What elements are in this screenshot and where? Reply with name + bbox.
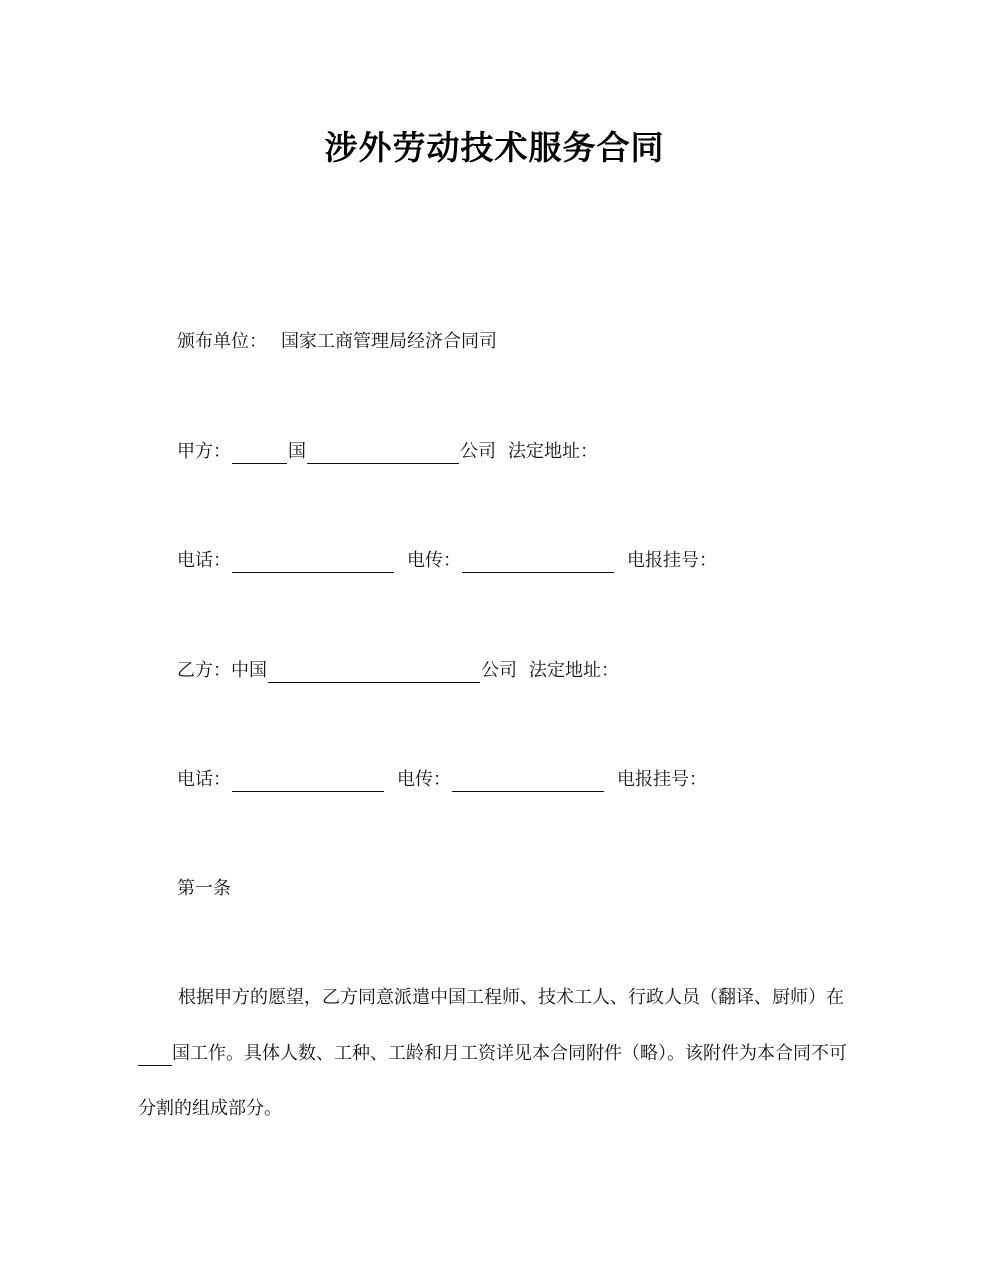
- issuer-line: [177, 330, 497, 354]
- party-a-contact-line: [177, 549, 717, 573]
- article-1-line-2: [138, 1042, 852, 1066]
- issuer-label: 颁布单位：: [177, 331, 267, 352]
- article-1-line-1-text: 根据甲方的愿望，乙方同意派遣中国工程师、技术工人、行政人员（翻译、厨师）在: [178, 987, 844, 1008]
- party-b-phone-label: 电话：: [177, 769, 231, 790]
- document-title: 涉外劳动技术服务合同: [324, 128, 665, 167]
- party-a-address-label: 法定地址：: [508, 441, 598, 462]
- party-a-company-suffix: 公司: [460, 441, 496, 462]
- party-b-telegram-label: 电报挂号：: [617, 769, 707, 790]
- party-b-fax-blank[interactable]: [452, 773, 604, 792]
- party-a-telegram-label: 电报挂号：: [627, 550, 717, 571]
- party-a-line: [177, 440, 598, 464]
- party-b-contact-line: [177, 768, 707, 792]
- party-b-address-label: 法定地址：: [529, 660, 619, 681]
- party-a-country-blank[interactable]: [232, 445, 287, 464]
- party-b-country: 中国: [231, 660, 267, 681]
- article-1-line-3: [138, 1097, 852, 1121]
- article-1-line-2-text: 国工作。具体人数、工种、工龄和月工资详见本合同附件（略）。该附件为本合同不可: [172, 1043, 847, 1064]
- issuer-value: 国家工商管理局经济合同司: [281, 331, 497, 352]
- work-country-blank[interactable]: [138, 1047, 172, 1066]
- article-1-line-1: [138, 986, 852, 1010]
- party-a-country-suffix: 国: [288, 441, 306, 462]
- party-a-phone-label: 电话：: [177, 550, 231, 571]
- article-1-heading: [177, 877, 231, 901]
- party-b-label: 乙方：: [177, 660, 231, 681]
- article-1-line-3-text: 分割的组成部分。: [138, 1098, 282, 1119]
- party-b-phone-blank[interactable]: [232, 773, 384, 792]
- party-b-fax-label: 电传：: [397, 769, 451, 790]
- party-a-fax-blank[interactable]: [462, 554, 614, 573]
- article-1-heading-text: 第一条: [177, 878, 231, 899]
- party-a-fax-label: 电传：: [407, 550, 461, 571]
- party-a-label: 甲方：: [177, 441, 231, 462]
- party-a-company-blank[interactable]: [307, 445, 459, 464]
- party-a-phone-blank[interactable]: [232, 554, 394, 573]
- party-b-line: [177, 659, 619, 683]
- party-b-company-blank[interactable]: [268, 664, 480, 683]
- party-b-company-suffix: 公司: [481, 660, 517, 681]
